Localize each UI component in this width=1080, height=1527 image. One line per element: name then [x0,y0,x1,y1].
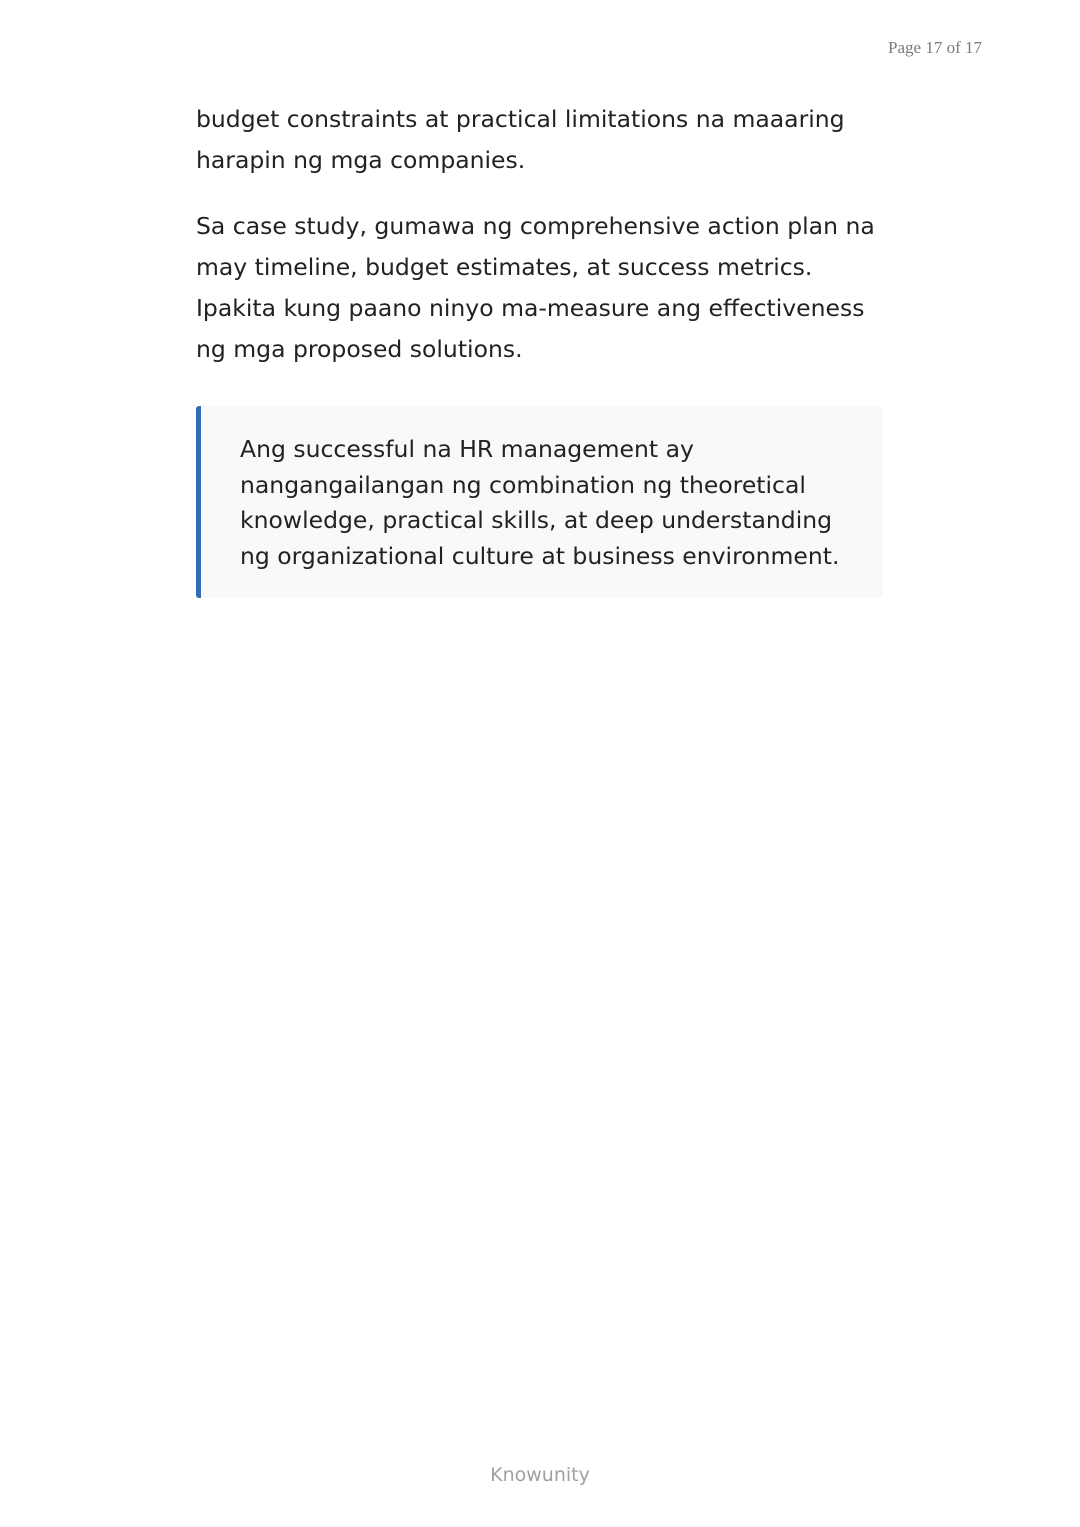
paragraph-budget-constraints: budget constraints at practical limitations na maaaring harapin ng mga companies. [196,105,845,174]
page-indicator: Page 17 of 17 [888,38,982,57]
paragraph-case-study: Sa case study, gumawa ng comprehensive action plan na may timeline, budget estimates, at success metrics. Ipakita kung paano ninyo ma-measure ang effectiveness ng mga proposed solutions. [196,212,875,363]
body-text [196,99,896,370]
callout-box [196,406,883,598]
footer-brand: Knowunity [490,1464,590,1486]
callout-text: Ang successful na HR management ay nangangailangan ng combination ng theoretical knowledge, practical skills, at deep understanding ng organizational culture at business environment. [240,435,840,570]
